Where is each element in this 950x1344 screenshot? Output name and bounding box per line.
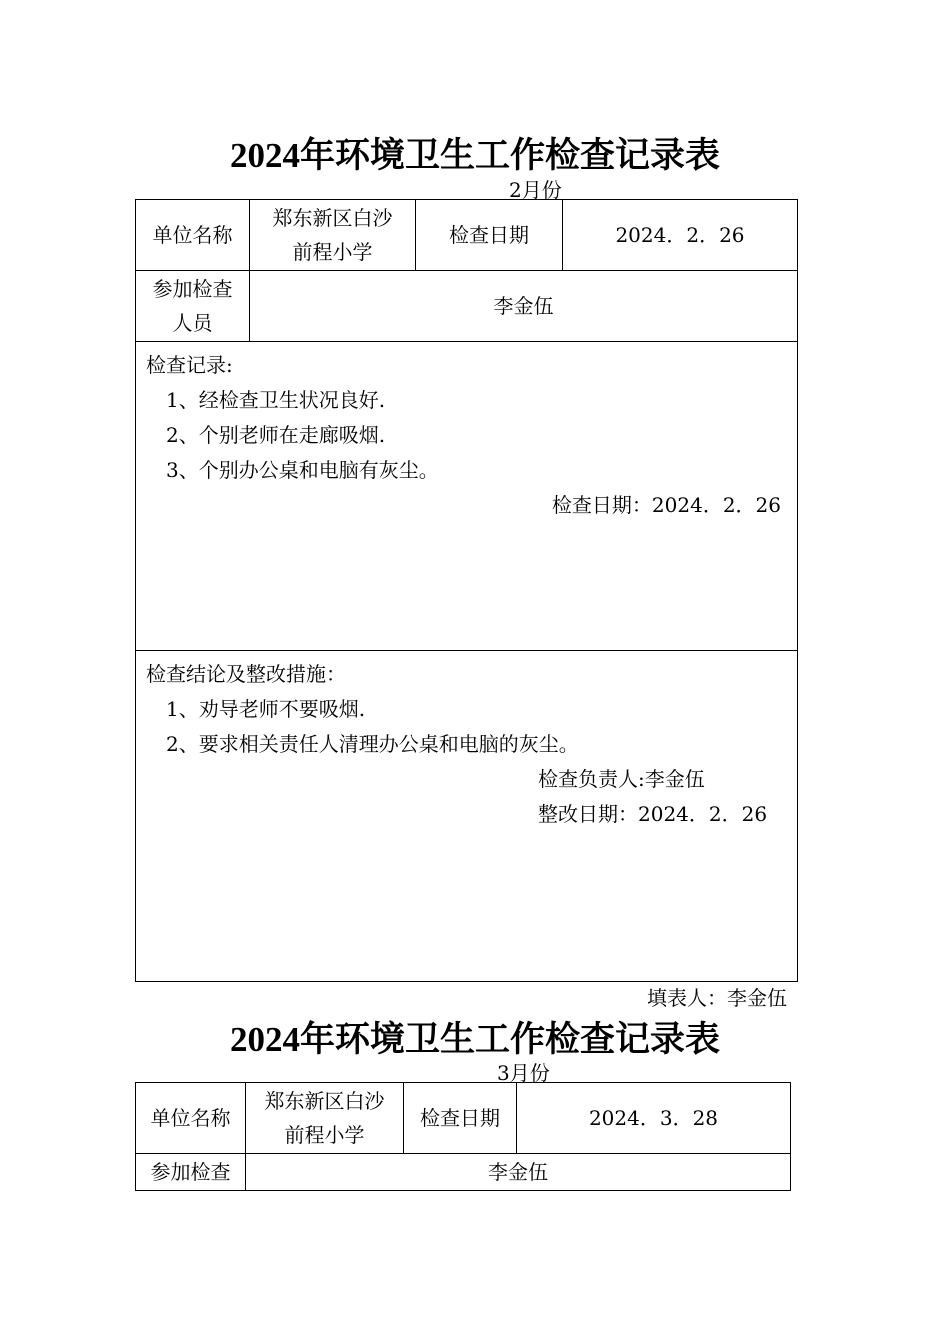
form1-rectify-date: 整改日期：2024．2．26 xyxy=(538,802,768,826)
form1-conclusion-item: 2、要求相关责任人清理办公桌和电脑的灰尘。 xyxy=(166,732,579,756)
form1-date-value: 2024．2．26 xyxy=(563,200,798,271)
form1-row-unit xyxy=(136,200,798,271)
form1-staff-label-line2: 人员 xyxy=(172,311,213,335)
form2-date-value: 2024．3．28 xyxy=(517,1083,791,1154)
form2-staff-value: 李金伍 xyxy=(246,1154,791,1191)
form1-date-label: 检查日期 xyxy=(416,200,563,271)
form1-record-date: 检查日期：2024．2．26 xyxy=(551,493,781,517)
form1-unit-value-line2: 前程小学 xyxy=(292,240,373,264)
form1-conclusion-heading: 检查结论及整改措施： xyxy=(146,662,346,686)
form1-staff-label-line1: 参加检查 xyxy=(152,277,233,301)
form1-unit-value xyxy=(250,200,416,271)
form1-table xyxy=(135,199,798,982)
form1-filler: 填表人：李金伍 xyxy=(647,986,787,1010)
form1-month: 2月份 xyxy=(509,178,562,202)
form1-record-item: 3、个别办公桌和电脑有灰尘。 xyxy=(166,458,439,482)
form1-record-heading: 检查记录: xyxy=(146,353,233,377)
form1-conclusion-cell xyxy=(136,651,798,982)
form2-date-label: 检查日期 xyxy=(404,1083,517,1154)
form2-staff-label: 参加检查 xyxy=(136,1154,246,1191)
form1-row-conclusion xyxy=(136,651,798,982)
form1-unit-value-line1: 郑东新区白沙 xyxy=(272,206,393,230)
form1-row-staff xyxy=(136,271,798,342)
form1-record-item: 2、个别老师在走廊吸烟. xyxy=(166,423,386,447)
form1-record-cell xyxy=(136,342,798,651)
form2-row-staff xyxy=(136,1154,791,1191)
form2-unit-value-line1: 郑东新区白沙 xyxy=(264,1089,385,1113)
form2-title: 2024年环境卫生工作检查记录表 xyxy=(229,1020,720,1059)
form1-title: 2024年环境卫生工作检查记录表 xyxy=(229,136,720,175)
form2-table xyxy=(135,1082,791,1191)
form1-record-item: 1、经检查卫生状况良好. xyxy=(166,388,386,412)
form1-staff-value: 李金伍 xyxy=(250,271,798,342)
form1-row-record xyxy=(136,342,798,651)
form2-row-unit xyxy=(136,1083,791,1154)
form1-responsible: 检查负责人:李金伍 xyxy=(538,767,705,791)
form2-unit-label: 单位名称 xyxy=(136,1083,246,1154)
form2-month: 3月份 xyxy=(497,1061,550,1085)
form1-conclusion-item: 1、劝导老师不要吸烟. xyxy=(166,697,366,721)
form2-unit-value-line2: 前程小学 xyxy=(284,1123,365,1147)
form2-unit-value xyxy=(246,1083,404,1154)
form1-unit-label: 单位名称 xyxy=(136,200,250,271)
form1-staff-label xyxy=(136,271,250,342)
